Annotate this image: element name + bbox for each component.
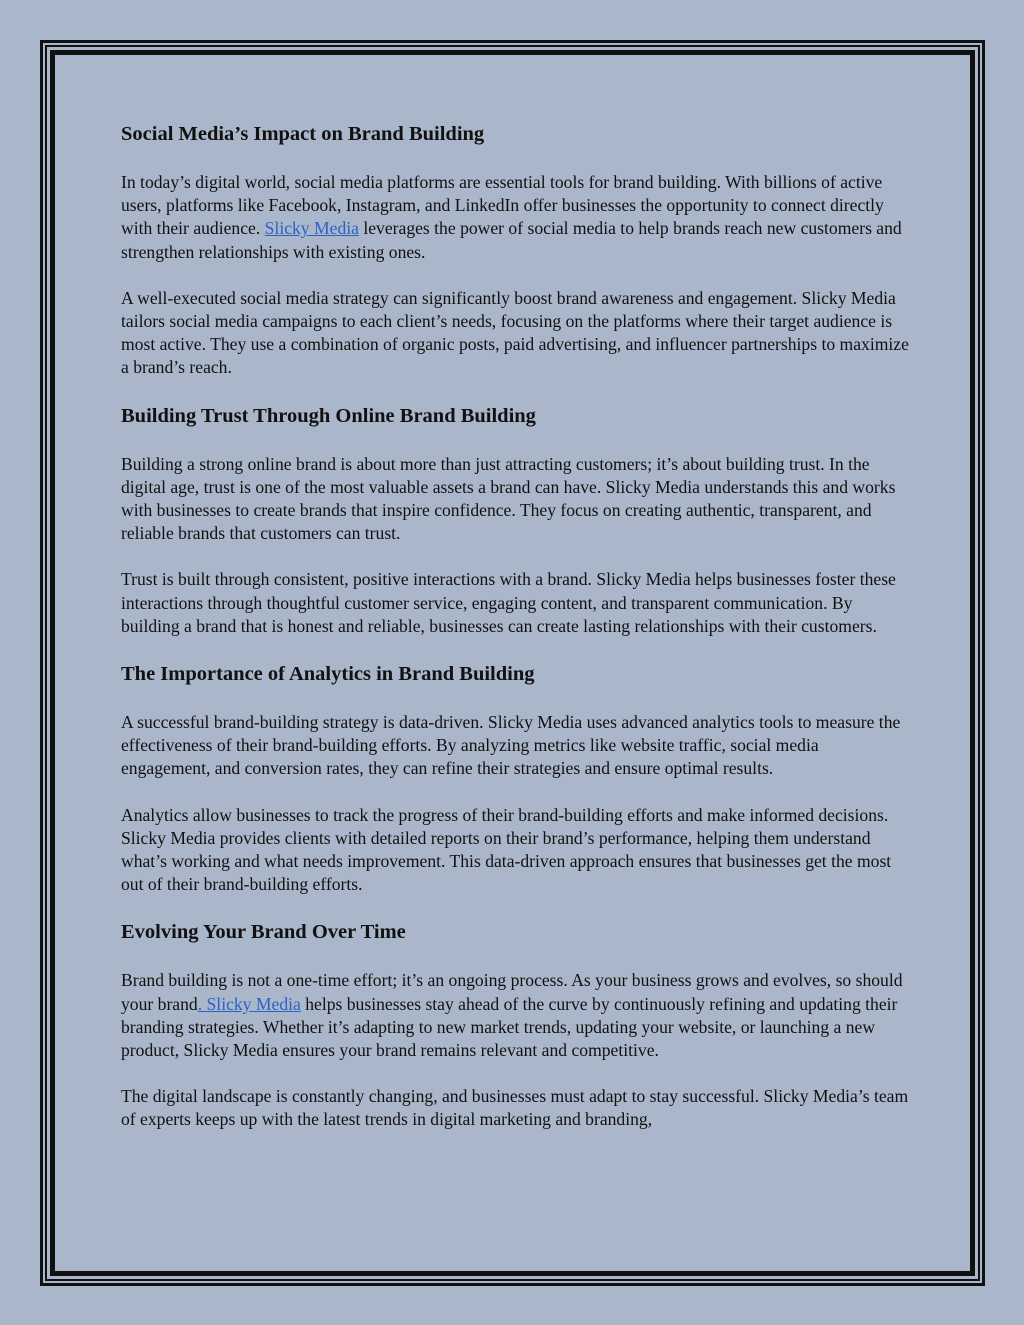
paragraph: A well-executed social media strategy can significantly boost brand awareness and engagement. Slicky Media tailors social media campaigns to each client’s needs, focusing on the platforms where their target audience is most active. They use a combination of organic posts, paid advertising, and influencer partnerships to maximize a brand’s reach. (121, 287, 909, 378)
paragraph (121, 171, 911, 264)
section-heading: Evolving Your Brand Over Time (121, 921, 406, 944)
section-heading: The Importance of Analytics in Brand Building (121, 663, 535, 686)
paragraph-text: Brand building is not a one-time effort; it’s an ongoing process. As your business grows and evolves, so should your brand (121, 970, 903, 1014)
slicky-media-link[interactable]: Slicky Media (264, 218, 359, 239)
paragraph-text: In today’s digital world, social media platforms are essential tools for brand building. With billions of active users, platforms like Facebook, Instagram, and LinkedIn offer businesses the opportunity to connect directly with their audience. (121, 172, 884, 239)
section-analytics (121, 661, 911, 896)
section-social-media-impact (121, 121, 911, 380)
paragraph: The digital landscape is constantly changing, and businesses must adapt to stay successful. Slicky Media’s team of experts keeps up with the latest trends in digital marketing and branding, (121, 1086, 909, 1130)
paragraph: Building a strong online brand is about more than just attracting customers; it’s about building trust. In the digital age, trust is one of the most valuable assets a brand can have. Slicky Media understands this and works with businesses to create brands that inspire confidence. They focus on creating authentic, transparent, and reliable brands that customers can trust. (121, 453, 896, 544)
section-heading: Social Media’s Impact on Brand Building (121, 123, 485, 145)
document-body (121, 121, 911, 1155)
slicky-media-link[interactable]: . Slicky Media (197, 993, 301, 1014)
paragraph: Trust is built through consistent, positive interactions with a brand. Slicky Media helps businesses foster these interactions through thoughtful customer service, engaging content, and transparent communication. By building a brand that is honest and reliable, businesses can create lasting relationships with their customers. (121, 569, 896, 636)
paragraph: A successful brand-building strategy is data-driven. Slicky Media uses advanced analytics tools to measure the effectiveness of their brand-building efforts. By analyzing metrics like website traffic, social media engagement, and conversion rates, they can refine their strategies and ensure optimal results. (121, 712, 901, 779)
section-building-trust (121, 403, 911, 638)
section-heading: Building Trust Through Online Brand Building (121, 404, 536, 427)
paragraph: Analytics allow businesses to track the progress of their brand-building efforts and make informed decisions. Slicky Media provides clients with detailed reports on their brand’s performance, helping them understand what’s working and what needs improvement. This data-driven approach ensures that businesses get the most out of their brand-building efforts. (121, 804, 892, 895)
paragraph-text: leverages the power of social media to help brands reach new customers and strengthen relationships with existing ones. (121, 218, 902, 262)
section-evolving-brand (121, 919, 911, 1131)
paragraph-text: helps businesses stay ahead of the curve by continuously refining and updating their branding strategies. Whether it’s adapting to new market trends, updating your website, or launching a new product, Slicky Media ensures your brand remains relevant and competitive. (121, 993, 898, 1061)
paragraph (121, 969, 911, 1062)
